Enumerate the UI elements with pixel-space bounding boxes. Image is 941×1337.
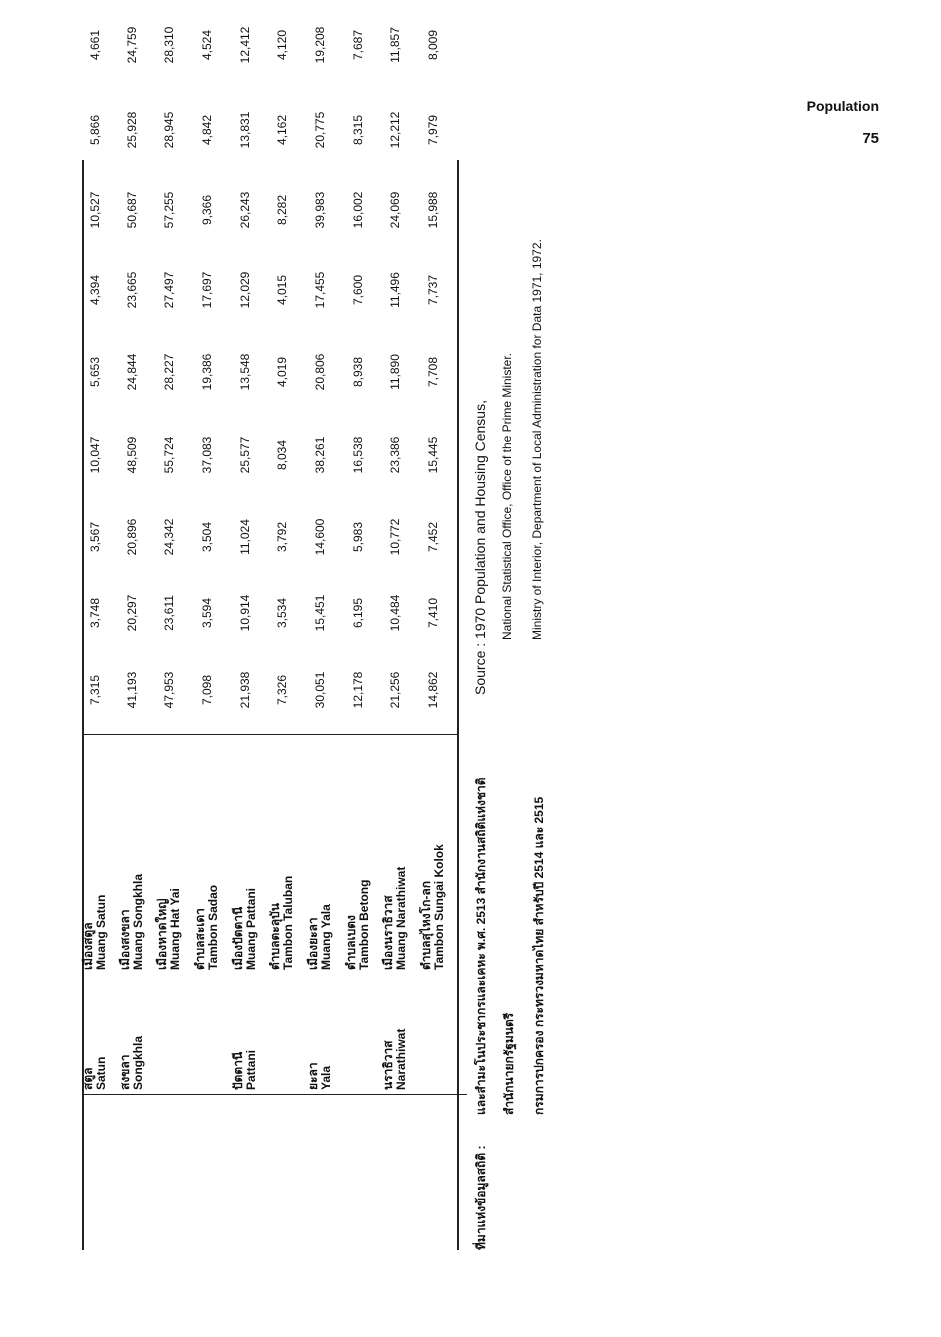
population-cell: 3,534 (275, 597, 289, 629)
district-name-english: Tambon Taluban (281, 875, 295, 970)
population-cell: 57,255 (162, 191, 176, 229)
province-name-english: Yala (319, 1065, 333, 1090)
population-cell: 25,577 (238, 436, 252, 474)
population-cell: 5,653 (88, 356, 102, 388)
source-th-line3: กรมการปกครอง กระทรวงมหาดไทย สำหรับปี 2514 และ 2515 (532, 796, 546, 1115)
source-th-label: ที่มาแห่งข้อมูลสถิติ : (474, 1145, 488, 1250)
population-cell: 28,945 (162, 111, 176, 149)
population-cell: 55,724 (162, 436, 176, 474)
population-cell: 14,600 (313, 518, 327, 556)
population-cell: 38,261 (313, 436, 327, 474)
population-cell: 3,504 (200, 521, 214, 553)
district-name-thai: เมืองยะลา (306, 917, 320, 970)
population-cell: 11,857 (388, 27, 402, 63)
province-name-english: Narathiwat (394, 1028, 408, 1090)
district-name-thai: ตำบลเบตง (344, 915, 358, 970)
province-name-thai: สตูล (81, 1067, 95, 1090)
population-cell: 20,775 (313, 111, 327, 149)
population-cell: 8,282 (275, 194, 289, 226)
population-cell: 7,315 (88, 674, 102, 706)
source-en-line3: Ministry of Interior, Department of Local Administration for Data 1971, 1972. (530, 239, 544, 640)
province-name-thai: นราธิวาส (381, 1040, 395, 1090)
running-header-title: Population (806, 98, 879, 114)
table-source-notes (472, 5, 562, 1250)
district-name-thai: ตำบลสุไหงโก-ลก (419, 881, 433, 970)
district-name-thai: ตำบลตะลุบัน (268, 903, 282, 970)
population-cell: 15,451 (313, 594, 327, 632)
province-name-thai: ยะลา (306, 1062, 320, 1090)
population-cell: 28,227 (162, 353, 176, 391)
population-cell: 30,051 (313, 671, 327, 709)
population-cell: 8,938 (351, 356, 365, 388)
province-name-english: Songkhla (131, 1035, 145, 1090)
population-cell: 7,410 (426, 597, 440, 629)
population-cell: 24,069 (388, 191, 402, 229)
population-cell: 7,326 (275, 674, 289, 706)
population-cell: 10,527 (88, 191, 102, 229)
population-cell: 11,024 (238, 519, 252, 555)
population-cell: 15,988 (426, 191, 440, 229)
population-cell: 11,496 (388, 272, 402, 308)
population-cell: 10,914 (238, 594, 252, 632)
population-cell: 3,594 (200, 597, 214, 629)
province-name-thai: ปัตตานี (231, 1051, 245, 1090)
population-cell: 21,256 (388, 671, 402, 709)
rotated-population-table (72, 5, 557, 1250)
population-cell: 3,748 (88, 597, 102, 629)
province-name-thai: สงขลา (118, 1054, 132, 1090)
population-cell: 50,687 (125, 191, 139, 229)
population-cell: 37,083 (200, 436, 214, 474)
population-cell: 16,538 (351, 436, 365, 474)
population-cell: 12,412 (238, 26, 252, 64)
population-cell: 3,792 (275, 521, 289, 553)
population-cell: 23,386 (388, 436, 402, 474)
province-name-english: Pattani (244, 1049, 258, 1090)
district-name-english: Muang Yala (319, 904, 333, 970)
district-name-english: Tambon Sungai Kolok (432, 844, 446, 970)
district-name-english: Muang Songkhla (131, 874, 145, 970)
population-cell: 3,567 (88, 521, 102, 553)
population-cell: 7,737 (426, 274, 440, 306)
population-cell: 4,524 (200, 29, 214, 61)
district-name-thai: เมืองนราธิวาส (381, 895, 395, 970)
population-cell: 6,195 (351, 597, 365, 629)
population-cell: 11,890 (388, 354, 402, 390)
table-rule-bottom (457, 160, 459, 1250)
population-cell: 23,665 (125, 271, 139, 309)
district-name-thai: เมืองสงขลา (118, 909, 132, 970)
district-name-english: Muang Satun (94, 894, 108, 970)
population-cell: 24,759 (125, 26, 139, 64)
population-cell: 24,342 (162, 518, 176, 556)
population-cell: 25,928 (125, 111, 139, 149)
population-cell: 7,452 (426, 521, 440, 553)
population-cell: 4,661 (88, 29, 102, 61)
district-name-english: Muang Narathiwat (394, 866, 408, 970)
population-cell: 4,162 (275, 114, 289, 146)
population-cell: 19,208 (313, 26, 327, 64)
district-name-english: Tambon Betong (357, 879, 371, 970)
population-cell: 19,386 (200, 353, 214, 391)
population-cell: 7,687 (351, 29, 365, 61)
source-en-line2: National Statistical Office, Office of the Prime Minister. (500, 352, 514, 640)
population-cell: 5,983 (351, 521, 365, 553)
district-name-english: Muang Hat Yai (168, 888, 182, 970)
population-cell: 4,120 (275, 29, 289, 61)
page-number: 75 (862, 130, 879, 147)
population-cell: 8,315 (351, 114, 365, 146)
population-cell: 14,862 (426, 671, 440, 709)
population-cell: 48,509 (125, 436, 139, 474)
province-name-english: Satun (94, 1056, 108, 1090)
population-cell: 20,297 (125, 594, 139, 632)
district-name-thai: เมืองหาดใหญ่ (155, 898, 169, 970)
district-name-thai: เมืองสตูล (81, 922, 95, 970)
population-cell: 7,098 (200, 674, 214, 706)
population-cell: 39,983 (313, 191, 327, 229)
source-en-line1: Source : 1970 Population and Housing Census, (472, 400, 488, 695)
population-cell: 47,953 (162, 671, 176, 709)
population-cell: 24,844 (125, 353, 139, 391)
population-cell: 12,212 (388, 111, 402, 149)
source-th-line1: และสำมะโนประชากรและเคหะ พ.ศ. 2513 สำนักงานสถิติแห่งชาติ (474, 777, 488, 1115)
population-cell: 17,697 (200, 271, 214, 309)
population-cell: 10,772 (388, 518, 402, 556)
population-cell: 13,831 (238, 111, 252, 149)
population-cell: 5,866 (88, 114, 102, 146)
population-cell: 13,548 (238, 353, 252, 391)
table-rule-stub (82, 1094, 467, 1095)
population-cell: 4,842 (200, 114, 214, 146)
population-cell: 7,708 (426, 356, 440, 388)
population-cell: 10,484 (388, 594, 402, 632)
population-cell: 10,047 (88, 436, 102, 474)
population-cell: 41,193 (125, 671, 139, 709)
population-cell: 7,600 (351, 274, 365, 306)
population-cell: 17,455 (313, 271, 327, 309)
population-cell: 28,310 (162, 26, 176, 64)
population-cell: 7,979 (426, 114, 440, 146)
population-cell: 4,394 (88, 274, 102, 306)
district-name-english: Muang Pattani (244, 887, 258, 970)
population-cell: 15,445 (426, 436, 440, 474)
source-th-line2: สำนักนายกรัฐมนตรี (502, 1012, 516, 1115)
population-cell: 8,009 (426, 29, 440, 61)
population-cell: 9,366 (200, 194, 214, 226)
population-cell: 27,497 (162, 271, 176, 309)
district-name-thai: เมืองปัตตานี (231, 906, 245, 970)
population-cell: 12,029 (238, 271, 252, 309)
district-name-thai: ตำบลสะเดา (193, 908, 207, 970)
population-cell: 21,938 (238, 671, 252, 709)
district-name-english: Tambon Sadao (206, 884, 220, 970)
population-cell: 16,002 (351, 191, 365, 229)
population-cell: 8,034 (275, 439, 289, 471)
population-cell: 26,243 (238, 191, 252, 229)
population-cell: 20,896 (125, 518, 139, 556)
population-cell: 4,015 (275, 274, 289, 306)
population-cell: 12,178 (351, 671, 365, 709)
population-cell: 20,806 (313, 353, 327, 391)
population-cell: 4,019 (275, 356, 289, 388)
population-cell: 23,611 (162, 595, 176, 631)
